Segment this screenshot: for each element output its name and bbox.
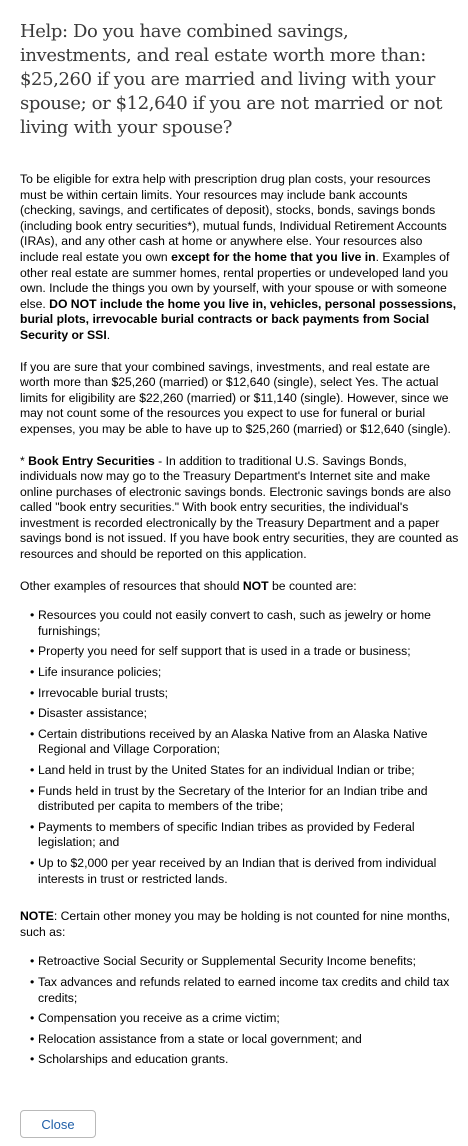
close-button[interactable]: Close xyxy=(20,1110,96,1138)
list-item-text: Compensation you receive as a crime victim; xyxy=(38,1011,280,1026)
book-entry-text: - In addition to traditional U.S. Savings Bonds, individuals now may go to the Treasury Department's Internet site and make online purchases of electronic savings bonds. Electronic savings bonds are also called "book entry securities." With book entry securities, the individual's investment is recorded electronically by the Treasury Department and a paper savings bond is not issued. If you have book entry securities, they are counted as resources and should be reported on this application. xyxy=(20,453,459,562)
list-item-text: Resources you could not easily convert to cash, such as jewelry or home furnishings; xyxy=(38,608,431,638)
list-item xyxy=(20,1032,460,1048)
list-item xyxy=(20,686,460,702)
resources-intro-paragraph xyxy=(20,172,460,344)
list-item-text: Funds held in trust by the Secretary of the Interior for an Indian tribe and distributed per capita to members of the tribe; xyxy=(38,783,428,814)
list-item-text: Tax advances and refunds related to earned income tax credits and child tax credits; xyxy=(38,974,450,1005)
not-counted-intro-end: be counted are: xyxy=(268,578,357,593)
list-item-text: Up to $2,000 per year received by an Indian that is derived from individual interests in trust or restricted lands. xyxy=(38,855,437,886)
list-item-text: Scholarships and education grants. xyxy=(38,1052,229,1067)
bullet-icon: • xyxy=(30,974,35,989)
book-entry-heading: Book Entry Securities xyxy=(28,453,155,468)
list-item xyxy=(20,1011,460,1027)
not-counted-intro xyxy=(20,579,460,595)
intro-bold-2: DO NOT include the home you live in, vehicles, personal possessions, burial plots, irrevocable burial contracts or back payments from Social Security or SSI xyxy=(20,296,457,342)
list-item xyxy=(20,856,460,887)
bullet-icon: • xyxy=(30,763,35,777)
bullet-icon: • xyxy=(30,644,35,659)
list-item xyxy=(20,665,460,681)
bullet-icon: • xyxy=(30,855,35,870)
note-text: : Certain other money you may be holding is not counted for nine months, such as: xyxy=(20,909,451,939)
list-item xyxy=(20,820,460,851)
bullet-icon: • xyxy=(30,783,35,798)
list-item xyxy=(20,954,460,970)
intro-text-3: . xyxy=(106,327,111,342)
list-item xyxy=(20,608,460,639)
bullet-icon: • xyxy=(30,1052,35,1067)
not-counted-list xyxy=(20,608,460,887)
list-item xyxy=(20,784,460,815)
bullet-icon: • xyxy=(30,1031,35,1046)
list-item-text: Retroactive Social Security or Supplemental Security Income benefits; xyxy=(38,954,416,969)
bullet-icon: • xyxy=(30,954,35,969)
list-item-text: Property you need for self support that is used in a trade or business; xyxy=(38,644,411,659)
intro-bold-1: except for the home that you live in xyxy=(171,249,376,264)
help-title: Help: Do you have combined savings, investments, and real estate worth more than: $25,260 if you are married and living with your spouse; or $12,640 if you are not married or not living with your spouse? xyxy=(20,21,443,138)
not-counted-intro-start: Other examples of resources that should xyxy=(20,578,243,593)
list-item-text: Life insurance policies; xyxy=(38,665,162,680)
bullet-icon: • xyxy=(30,1011,35,1026)
bullet-icon: • xyxy=(30,706,35,721)
list-item-text: Land held in trust by the United States for an individual Indian or tribe; xyxy=(38,763,415,777)
note-paragraph xyxy=(20,909,460,940)
list-item-text: Relocation assistance from a state or local government; and xyxy=(38,1031,362,1046)
list-item-text: Irrevocable burial trusts; xyxy=(38,685,169,700)
list-item xyxy=(20,975,460,1006)
list-item-text: Certain distributions received by an Alaska Native from an Alaska Native Regional and Village Corporation; xyxy=(38,726,428,757)
bullet-icon: • xyxy=(30,685,35,700)
list-item-text: Payments to members of specific Indian tribes as provided by Federal legislation; and xyxy=(38,819,415,850)
note-list xyxy=(20,954,460,1068)
list-item xyxy=(20,727,460,758)
note-label: NOTE xyxy=(20,909,54,924)
bullet-icon: • xyxy=(30,608,35,623)
bullet-icon: • xyxy=(30,726,35,741)
not-counted-intro-bold: NOT xyxy=(242,578,269,593)
list-item xyxy=(20,1052,460,1068)
intro-text-1: To be eligible for extra help with prescription drug plan costs, your resources must be within certain limits. Your resources may include bank accounts (checking, savings, and certificates of deposit), stocks, bonds, savings bonds (including book entry securities*), mutual funds, Individual Retirement Accounts (IRAs), and any other cash at home or anywhere else. Your resources also include real estate you own xyxy=(20,172,447,264)
bullet-icon: • xyxy=(30,819,35,834)
limits-paragraph: If you are sure that your combined savings, investments, and real estate are worth more than $25,260 (married) or $12,640 (single), select Yes. The actual limits for eligibility are $22,260 (married) or $11,140 (single). However, since we may not count some of the resources you expect to use for funeral or burial expenses, you may be able to have up to $25,260 (married) or $12,640 (single). xyxy=(20,359,451,436)
intro-text-2: . Examples of other real estate are summer homes, rental properties or undeveloped land you own. Include the things you own by yourself, with your spouse or with someone else. xyxy=(20,249,450,311)
list-item xyxy=(20,706,460,722)
list-item xyxy=(20,763,460,779)
list-item xyxy=(20,644,460,660)
book-entry-star: * xyxy=(20,453,29,468)
list-item-text: Disaster assistance; xyxy=(38,706,148,721)
bullet-icon: • xyxy=(30,665,35,680)
book-entry-paragraph xyxy=(20,454,460,563)
